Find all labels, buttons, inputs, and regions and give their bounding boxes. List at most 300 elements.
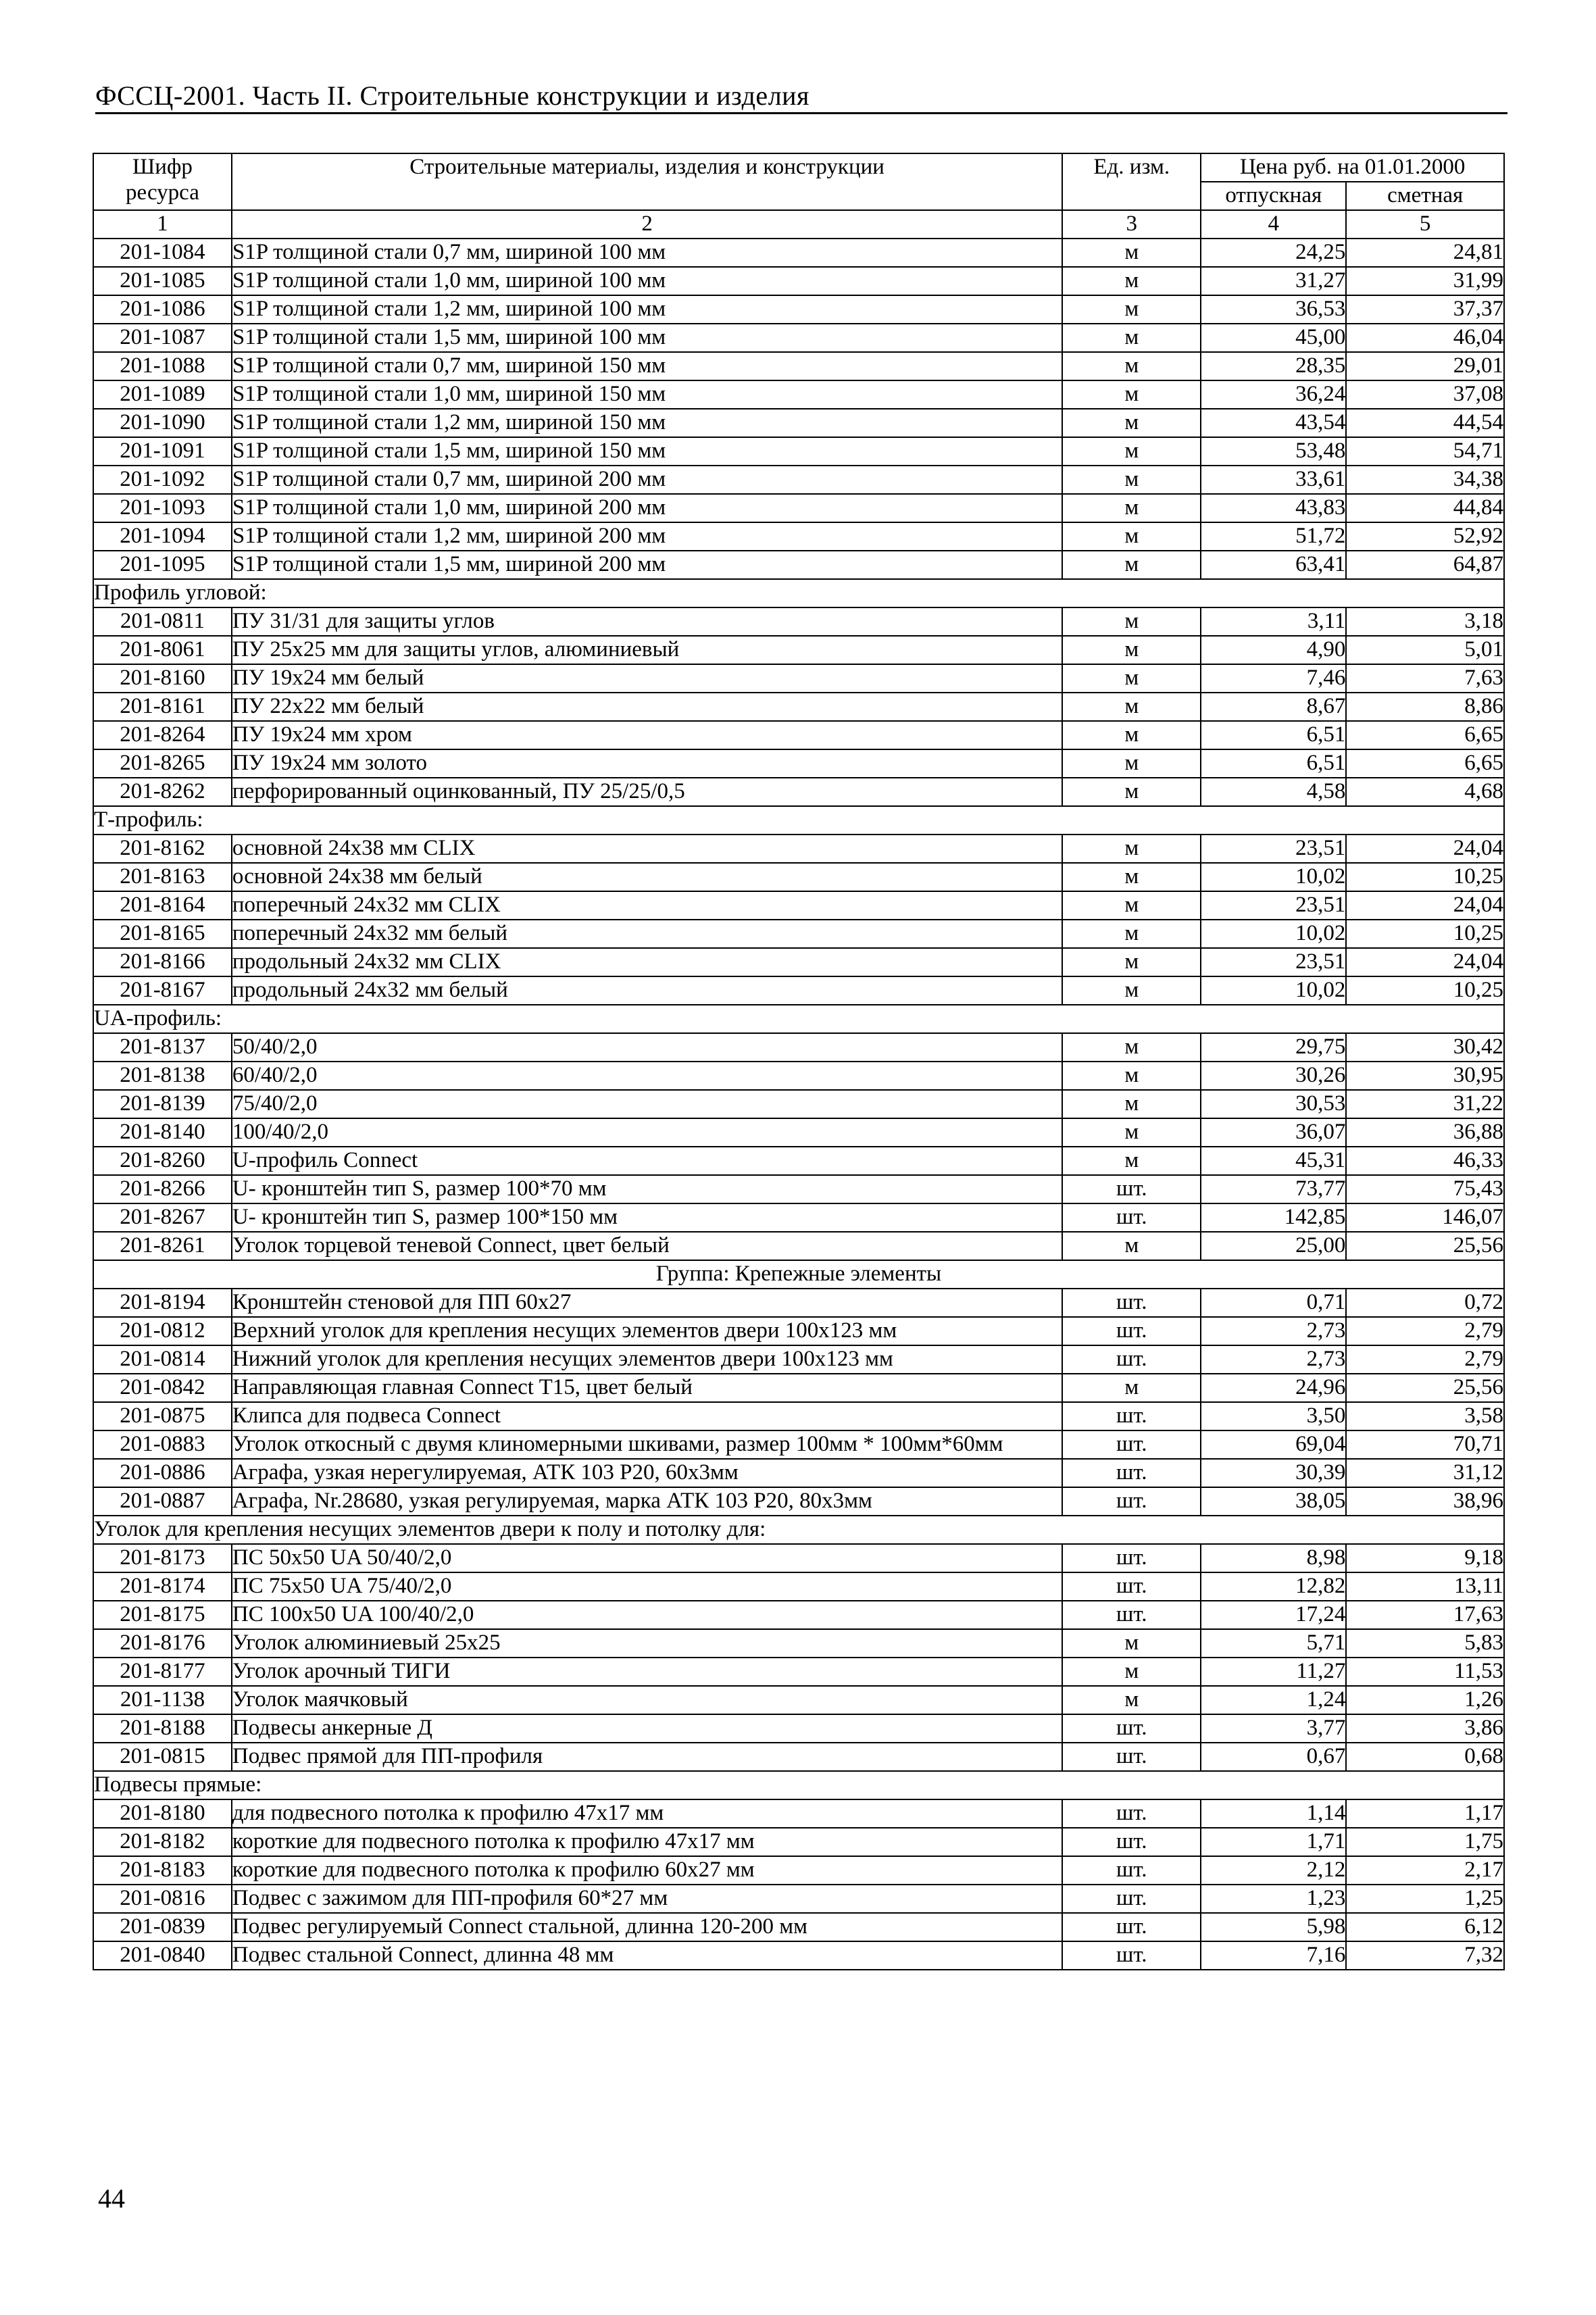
estimate-price: 3,58 — [1346, 1402, 1504, 1430]
item-code: 201-8162 — [93, 835, 232, 863]
estimate-price: 29,01 — [1346, 352, 1504, 380]
price-table — [93, 153, 1505, 1970]
estimate-price: 31,22 — [1346, 1090, 1504, 1118]
item-code: 201-8165 — [93, 920, 232, 948]
release-price: 11,27 — [1201, 1658, 1346, 1686]
estimate-price: 30,42 — [1346, 1033, 1504, 1062]
header-price: Цена руб. на 01.01.2000 — [1201, 153, 1504, 182]
item-unit: шт. — [1062, 1544, 1201, 1572]
release-price: 29,75 — [1201, 1033, 1346, 1062]
item-name: Кронштейн стеновой для ПП 60х27 — [232, 1289, 1062, 1317]
item-name: S1P толщиной стали 1,2 мм, шириной 150 мм — [232, 409, 1062, 437]
category-row — [93, 1771, 1504, 1799]
release-price: 45,31 — [1201, 1147, 1346, 1175]
estimate-price: 46,04 — [1346, 324, 1504, 352]
item-unit: м — [1062, 1686, 1201, 1714]
estimate-price: 37,37 — [1346, 295, 1504, 324]
category-row — [93, 806, 1504, 835]
item-code: 201-0839 — [93, 1913, 232, 1941]
estimate-price: 24,04 — [1346, 948, 1504, 976]
table-row — [93, 1572, 1504, 1601]
item-code: 201-1084 — [93, 239, 232, 267]
table-row — [93, 749, 1504, 778]
item-unit: м — [1062, 891, 1201, 920]
item-name: Уголок маячковый — [232, 1686, 1062, 1714]
item-unit: м — [1062, 664, 1201, 693]
table-row — [93, 1317, 1504, 1345]
item-code: 201-8173 — [93, 1544, 232, 1572]
table-row — [93, 976, 1504, 1005]
group-row — [93, 1260, 1504, 1289]
estimate-price: 52,92 — [1346, 522, 1504, 551]
table-row — [93, 664, 1504, 693]
item-code: 201-0887 — [93, 1487, 232, 1516]
release-price: 36,07 — [1201, 1118, 1346, 1147]
item-unit: шт. — [1062, 1487, 1201, 1516]
item-code: 201-8182 — [93, 1828, 232, 1856]
release-price: 4,58 — [1201, 778, 1346, 806]
item-name: S1P толщиной стали 0,7 мм, шириной 150 мм — [232, 352, 1062, 380]
item-unit: м — [1062, 693, 1201, 721]
estimate-price: 44,54 — [1346, 409, 1504, 437]
release-price: 7,16 — [1201, 1941, 1346, 1970]
table-row — [93, 1601, 1504, 1629]
release-price: 25,00 — [1201, 1232, 1346, 1260]
table-row — [93, 1147, 1504, 1175]
column-number: 4 — [1201, 210, 1346, 239]
release-price: 6,51 — [1201, 721, 1346, 749]
release-price: 1,14 — [1201, 1799, 1346, 1828]
header-estimate-price: сметная — [1346, 182, 1504, 210]
item-name: U- кронштейн тип S, размер 100*70 мм — [232, 1175, 1062, 1203]
estimate-price: 4,68 — [1346, 778, 1504, 806]
item-name: Нижний уголок для крепления несущих элементов двери 100х123 мм — [232, 1345, 1062, 1374]
item-name: ПУ 22х22 мм белый — [232, 693, 1062, 721]
item-code: 201-0883 — [93, 1430, 232, 1459]
release-price: 43,54 — [1201, 409, 1346, 437]
item-code: 201-0812 — [93, 1317, 232, 1345]
item-name: 60/40/2,0 — [232, 1062, 1062, 1090]
item-name: продольный 24х32 мм белый — [232, 976, 1062, 1005]
item-name: Подвес регулируемый Connect стальной, длинна 120-200 мм — [232, 1913, 1062, 1941]
table-row — [93, 1345, 1504, 1374]
item-code: 201-1092 — [93, 466, 232, 494]
item-code: 201-0875 — [93, 1402, 232, 1430]
table-row — [93, 636, 1504, 664]
item-unit: м — [1062, 920, 1201, 948]
item-code: 201-8180 — [93, 1799, 232, 1828]
group-title: Группа: Крепежные элементы — [93, 1260, 1504, 1289]
item-code: 201-8138 — [93, 1062, 232, 1090]
item-code: 201-8175 — [93, 1601, 232, 1629]
release-price: 10,02 — [1201, 863, 1346, 891]
item-name: основной 24х38 мм белый — [232, 863, 1062, 891]
item-name: Подвес прямой для ПП-профиля — [232, 1743, 1062, 1771]
item-code: 201-1093 — [93, 494, 232, 522]
item-unit: шт. — [1062, 1856, 1201, 1885]
release-price: 3,77 — [1201, 1714, 1346, 1743]
table-row — [93, 1232, 1504, 1260]
item-code: 201-8139 — [93, 1090, 232, 1118]
table-row — [93, 1090, 1504, 1118]
item-name: S1P толщиной стали 1,2 мм, шириной 100 мм — [232, 295, 1062, 324]
table-row — [93, 835, 1504, 863]
item-unit: м — [1062, 1658, 1201, 1686]
release-price: 28,35 — [1201, 352, 1346, 380]
estimate-price: 7,63 — [1346, 664, 1504, 693]
category-title: Профиль угловой: — [93, 579, 1504, 607]
estimate-price: 2,79 — [1346, 1317, 1504, 1345]
item-unit: м — [1062, 1374, 1201, 1402]
release-price: 24,25 — [1201, 239, 1346, 267]
item-code: 201-8160 — [93, 664, 232, 693]
table-body — [93, 239, 1504, 1970]
item-unit: м — [1062, 380, 1201, 409]
item-name: ПС 50х50 UA 50/40/2,0 — [232, 1544, 1062, 1572]
item-unit: м — [1062, 749, 1201, 778]
item-name: ПУ 19х24 мм белый — [232, 664, 1062, 693]
table-row — [93, 466, 1504, 494]
item-code: 201-8163 — [93, 863, 232, 891]
header-rule — [95, 112, 1507, 114]
item-unit: шт. — [1062, 1203, 1201, 1232]
table-row — [93, 1289, 1504, 1317]
header-unit: Ед. изм. — [1062, 153, 1201, 210]
table-row — [93, 409, 1504, 437]
item-name: ПУ 25х25 мм для защиты углов, алюминиевый — [232, 636, 1062, 664]
category-title: UA-профиль: — [93, 1005, 1504, 1033]
estimate-price: 10,25 — [1346, 920, 1504, 948]
item-name: Клипса для подвеса Connect — [232, 1402, 1062, 1430]
release-price: 5,71 — [1201, 1629, 1346, 1658]
item-unit: м — [1062, 522, 1201, 551]
table-row — [93, 239, 1504, 267]
table-row — [93, 1430, 1504, 1459]
item-name: поперечный 24х32 мм CLIX — [232, 891, 1062, 920]
item-code: 201-1088 — [93, 352, 232, 380]
estimate-price: 10,25 — [1346, 863, 1504, 891]
page-header: ФССЦ-2001. Часть II. Строительные конструкции и изделия — [95, 80, 809, 111]
table-row — [93, 1828, 1504, 1856]
item-name: U- кронштейн тип S, размер 100*150 мм — [232, 1203, 1062, 1232]
page-number: 44 — [98, 2183, 125, 2214]
estimate-price: 11,53 — [1346, 1658, 1504, 1686]
item-unit: шт. — [1062, 1828, 1201, 1856]
item-unit: шт. — [1062, 1345, 1201, 1374]
estimate-price: 17,63 — [1346, 1601, 1504, 1629]
item-unit: м — [1062, 1232, 1201, 1260]
header-release-price: отпускная — [1201, 182, 1346, 210]
item-unit: м — [1062, 324, 1201, 352]
item-unit: шт. — [1062, 1430, 1201, 1459]
item-code: 201-8177 — [93, 1658, 232, 1686]
estimate-price: 3,18 — [1346, 607, 1504, 636]
release-price: 73,77 — [1201, 1175, 1346, 1203]
release-price: 17,24 — [1201, 1601, 1346, 1629]
item-name: Уголок алюминиевый 25х25 — [232, 1629, 1062, 1658]
release-price: 31,27 — [1201, 267, 1346, 295]
item-name: основной 24х38 мм CLIX — [232, 835, 1062, 863]
release-price: 10,02 — [1201, 976, 1346, 1005]
item-code: 201-1090 — [93, 409, 232, 437]
item-unit: м — [1062, 466, 1201, 494]
table-row — [93, 1203, 1504, 1232]
estimate-price: 6,65 — [1346, 721, 1504, 749]
item-code: 201-8183 — [93, 1856, 232, 1885]
item-unit: м — [1062, 409, 1201, 437]
release-price: 24,96 — [1201, 1374, 1346, 1402]
item-unit: м — [1062, 1629, 1201, 1658]
table-row — [93, 522, 1504, 551]
item-code: 201-8140 — [93, 1118, 232, 1147]
header-name: Строительные материалы, изделия и конструкции — [232, 153, 1062, 210]
release-price: 2,12 — [1201, 1856, 1346, 1885]
item-code: 201-0840 — [93, 1941, 232, 1970]
estimate-price: 5,83 — [1346, 1629, 1504, 1658]
item-code: 201-1138 — [93, 1686, 232, 1714]
table-row — [93, 721, 1504, 749]
table-row — [93, 1799, 1504, 1828]
item-code: 201-1089 — [93, 380, 232, 409]
estimate-price: 3,86 — [1346, 1714, 1504, 1743]
release-price: 36,24 — [1201, 380, 1346, 409]
item-code: 201-1094 — [93, 522, 232, 551]
item-unit: шт. — [1062, 1913, 1201, 1941]
item-name: Верхний уголок для крепления несущих элементов двери 100х123 мм — [232, 1317, 1062, 1345]
item-name: для подвесного потолка к профилю 47х17 мм — [232, 1799, 1062, 1828]
category-title: Подвесы прямые: — [93, 1771, 1504, 1799]
item-code: 201-0814 — [93, 1345, 232, 1374]
item-unit: шт. — [1062, 1601, 1201, 1629]
header-code: Шифр ресурса — [93, 153, 232, 210]
item-unit: м — [1062, 267, 1201, 295]
table-row — [93, 778, 1504, 806]
item-code: 201-8265 — [93, 749, 232, 778]
item-name: Аграфа, узкая нерегулируемая, АТК 103 Р20, 60х3мм — [232, 1459, 1062, 1487]
item-code: 201-8261 — [93, 1232, 232, 1260]
item-name: S1P толщиной стали 1,0 мм, шириной 100 мм — [232, 267, 1062, 295]
release-price: 5,98 — [1201, 1913, 1346, 1941]
item-name: S1P толщиной стали 1,0 мм, шириной 150 мм — [232, 380, 1062, 409]
item-code: 201-8267 — [93, 1203, 232, 1232]
estimate-price: 13,11 — [1346, 1572, 1504, 1601]
item-unit: м — [1062, 721, 1201, 749]
item-code: 201-8266 — [93, 1175, 232, 1203]
item-unit: шт. — [1062, 1317, 1201, 1345]
estimate-price: 146,07 — [1346, 1203, 1504, 1232]
estimate-price: 1,26 — [1346, 1686, 1504, 1714]
column-number-row — [93, 210, 1504, 239]
table-row — [93, 1658, 1504, 1686]
item-unit: м — [1062, 1062, 1201, 1090]
item-code: 201-8194 — [93, 1289, 232, 1317]
item-code: 201-1091 — [93, 437, 232, 466]
estimate-price: 70,71 — [1346, 1430, 1504, 1459]
release-price: 2,73 — [1201, 1345, 1346, 1374]
estimate-price: 0,72 — [1346, 1289, 1504, 1317]
item-name: Уголок откосный с двумя клиномерными шкивами, размер 100мм * 100мм*60мм — [232, 1430, 1062, 1459]
item-code: 201-0811 — [93, 607, 232, 636]
item-unit: м — [1062, 1118, 1201, 1147]
estimate-price: 1,25 — [1346, 1885, 1504, 1913]
item-code: 201-8260 — [93, 1147, 232, 1175]
release-price: 4,90 — [1201, 636, 1346, 664]
item-unit: м — [1062, 1090, 1201, 1118]
release-price: 23,51 — [1201, 891, 1346, 920]
item-code: 201-8262 — [93, 778, 232, 806]
estimate-price: 64,87 — [1346, 551, 1504, 579]
release-price: 8,98 — [1201, 1544, 1346, 1572]
item-unit: м — [1062, 948, 1201, 976]
item-code: 201-8061 — [93, 636, 232, 664]
item-unit: м — [1062, 239, 1201, 267]
release-price: 36,53 — [1201, 295, 1346, 324]
estimate-price: 9,18 — [1346, 1544, 1504, 1572]
table-row — [93, 1629, 1504, 1658]
item-unit: шт. — [1062, 1941, 1201, 1970]
release-price: 1,23 — [1201, 1885, 1346, 1913]
table-row — [93, 693, 1504, 721]
item-code: 201-8188 — [93, 1714, 232, 1743]
category-row — [93, 1516, 1504, 1544]
table-row — [93, 1743, 1504, 1771]
item-name: перфорированный оцинкованный, ПУ 25/25/0,5 — [232, 778, 1062, 806]
estimate-price: 24,04 — [1346, 891, 1504, 920]
table-row — [93, 1374, 1504, 1402]
release-price: 1,71 — [1201, 1828, 1346, 1856]
item-code: 201-1085 — [93, 267, 232, 295]
table-row — [93, 352, 1504, 380]
release-price: 53,48 — [1201, 437, 1346, 466]
column-number: 3 — [1062, 210, 1201, 239]
table-row — [93, 295, 1504, 324]
item-unit: шт. — [1062, 1885, 1201, 1913]
item-name: ПУ 31/31 для защиты углов — [232, 607, 1062, 636]
column-number: 5 — [1346, 210, 1504, 239]
item-name: Уголок торцевой теневой Connect, цвет белый — [232, 1232, 1062, 1260]
item-code: 201-8164 — [93, 891, 232, 920]
table-header-row — [93, 153, 1504, 182]
table-row — [93, 1033, 1504, 1062]
item-unit: м — [1062, 1147, 1201, 1175]
item-name: S1P толщиной стали 1,2 мм, шириной 200 мм — [232, 522, 1062, 551]
item-code: 201-1087 — [93, 324, 232, 352]
table-row — [93, 1062, 1504, 1090]
estimate-price: 25,56 — [1346, 1374, 1504, 1402]
estimate-price: 34,38 — [1346, 466, 1504, 494]
category-title: Уголок для крепления несущих элементов двери к полу и потолку для: — [93, 1516, 1504, 1544]
estimate-price: 75,43 — [1346, 1175, 1504, 1203]
item-unit: м — [1062, 295, 1201, 324]
item-unit: м — [1062, 1033, 1201, 1062]
item-code: 201-1086 — [93, 295, 232, 324]
category-row — [93, 1005, 1504, 1033]
column-number: 1 — [93, 210, 232, 239]
item-unit: шт. — [1062, 1714, 1201, 1743]
estimate-price: 8,86 — [1346, 693, 1504, 721]
table-row — [93, 494, 1504, 522]
estimate-price: 30,95 — [1346, 1062, 1504, 1090]
table-row — [93, 891, 1504, 920]
estimate-price: 1,17 — [1346, 1799, 1504, 1828]
estimate-price: 36,88 — [1346, 1118, 1504, 1147]
estimate-price: 38,96 — [1346, 1487, 1504, 1516]
estimate-price: 1,75 — [1346, 1828, 1504, 1856]
release-price: 0,67 — [1201, 1743, 1346, 1771]
column-number: 2 — [232, 210, 1062, 239]
item-code: 201-8167 — [93, 976, 232, 1005]
category-title: Т-профиль: — [93, 806, 1504, 835]
item-name: 50/40/2,0 — [232, 1033, 1062, 1062]
item-unit: м — [1062, 863, 1201, 891]
item-code: 201-8174 — [93, 1572, 232, 1601]
item-name: ПС 75х50 UA 75/40/2,0 — [232, 1572, 1062, 1601]
item-unit: шт. — [1062, 1402, 1201, 1430]
item-name: U-профиль Connect — [232, 1147, 1062, 1175]
estimate-price: 5,01 — [1346, 636, 1504, 664]
table-row — [93, 1856, 1504, 1885]
item-unit: м — [1062, 835, 1201, 863]
item-name: Аграфа, Nr.28680, узкая регулируемая, марка АТК 103 Р20, 80х3мм — [232, 1487, 1062, 1516]
table-row — [93, 1544, 1504, 1572]
estimate-price: 2,17 — [1346, 1856, 1504, 1885]
estimate-price: 37,08 — [1346, 380, 1504, 409]
item-unit: шт. — [1062, 1572, 1201, 1601]
release-price: 38,05 — [1201, 1487, 1346, 1516]
item-code: 201-8176 — [93, 1629, 232, 1658]
item-name: поперечный 24х32 мм белый — [232, 920, 1062, 948]
item-code: 201-8161 — [93, 693, 232, 721]
table-row — [93, 948, 1504, 976]
release-price: 45,00 — [1201, 324, 1346, 352]
table-row — [93, 1941, 1504, 1970]
item-name: ПС 100х50 UA 100/40/2,0 — [232, 1601, 1062, 1629]
estimate-price: 24,04 — [1346, 835, 1504, 863]
table-row — [93, 920, 1504, 948]
item-name: Подвес с зажимом для ПП-профиля 60*27 мм — [232, 1885, 1062, 1913]
table-row — [93, 1459, 1504, 1487]
table-row — [93, 267, 1504, 295]
release-price: 3,50 — [1201, 1402, 1346, 1430]
item-unit: шт. — [1062, 1799, 1201, 1828]
table-row — [93, 1487, 1504, 1516]
table-row — [93, 1175, 1504, 1203]
release-price: 12,82 — [1201, 1572, 1346, 1601]
estimate-price: 31,99 — [1346, 267, 1504, 295]
item-unit: шт. — [1062, 1459, 1201, 1487]
release-price: 0,71 — [1201, 1289, 1346, 1317]
table-row — [93, 607, 1504, 636]
estimate-price: 0,68 — [1346, 1743, 1504, 1771]
item-name: 75/40/2,0 — [232, 1090, 1062, 1118]
category-row — [93, 579, 1504, 607]
item-code: 201-8137 — [93, 1033, 232, 1062]
release-price: 2,73 — [1201, 1317, 1346, 1345]
table-row — [93, 551, 1504, 579]
estimate-price: 25,56 — [1346, 1232, 1504, 1260]
release-price: 142,85 — [1201, 1203, 1346, 1232]
item-name: S1P толщиной стали 1,0 мм, шириной 200 мм — [232, 494, 1062, 522]
estimate-price: 24,81 — [1346, 239, 1504, 267]
item-unit: м — [1062, 437, 1201, 466]
item-unit: шт. — [1062, 1175, 1201, 1203]
table-row — [93, 1118, 1504, 1147]
item-unit: м — [1062, 494, 1201, 522]
table-row — [93, 1686, 1504, 1714]
item-unit: м — [1062, 352, 1201, 380]
release-price: 63,41 — [1201, 551, 1346, 579]
item-name: S1P толщиной стали 1,5 мм, шириной 100 мм — [232, 324, 1062, 352]
